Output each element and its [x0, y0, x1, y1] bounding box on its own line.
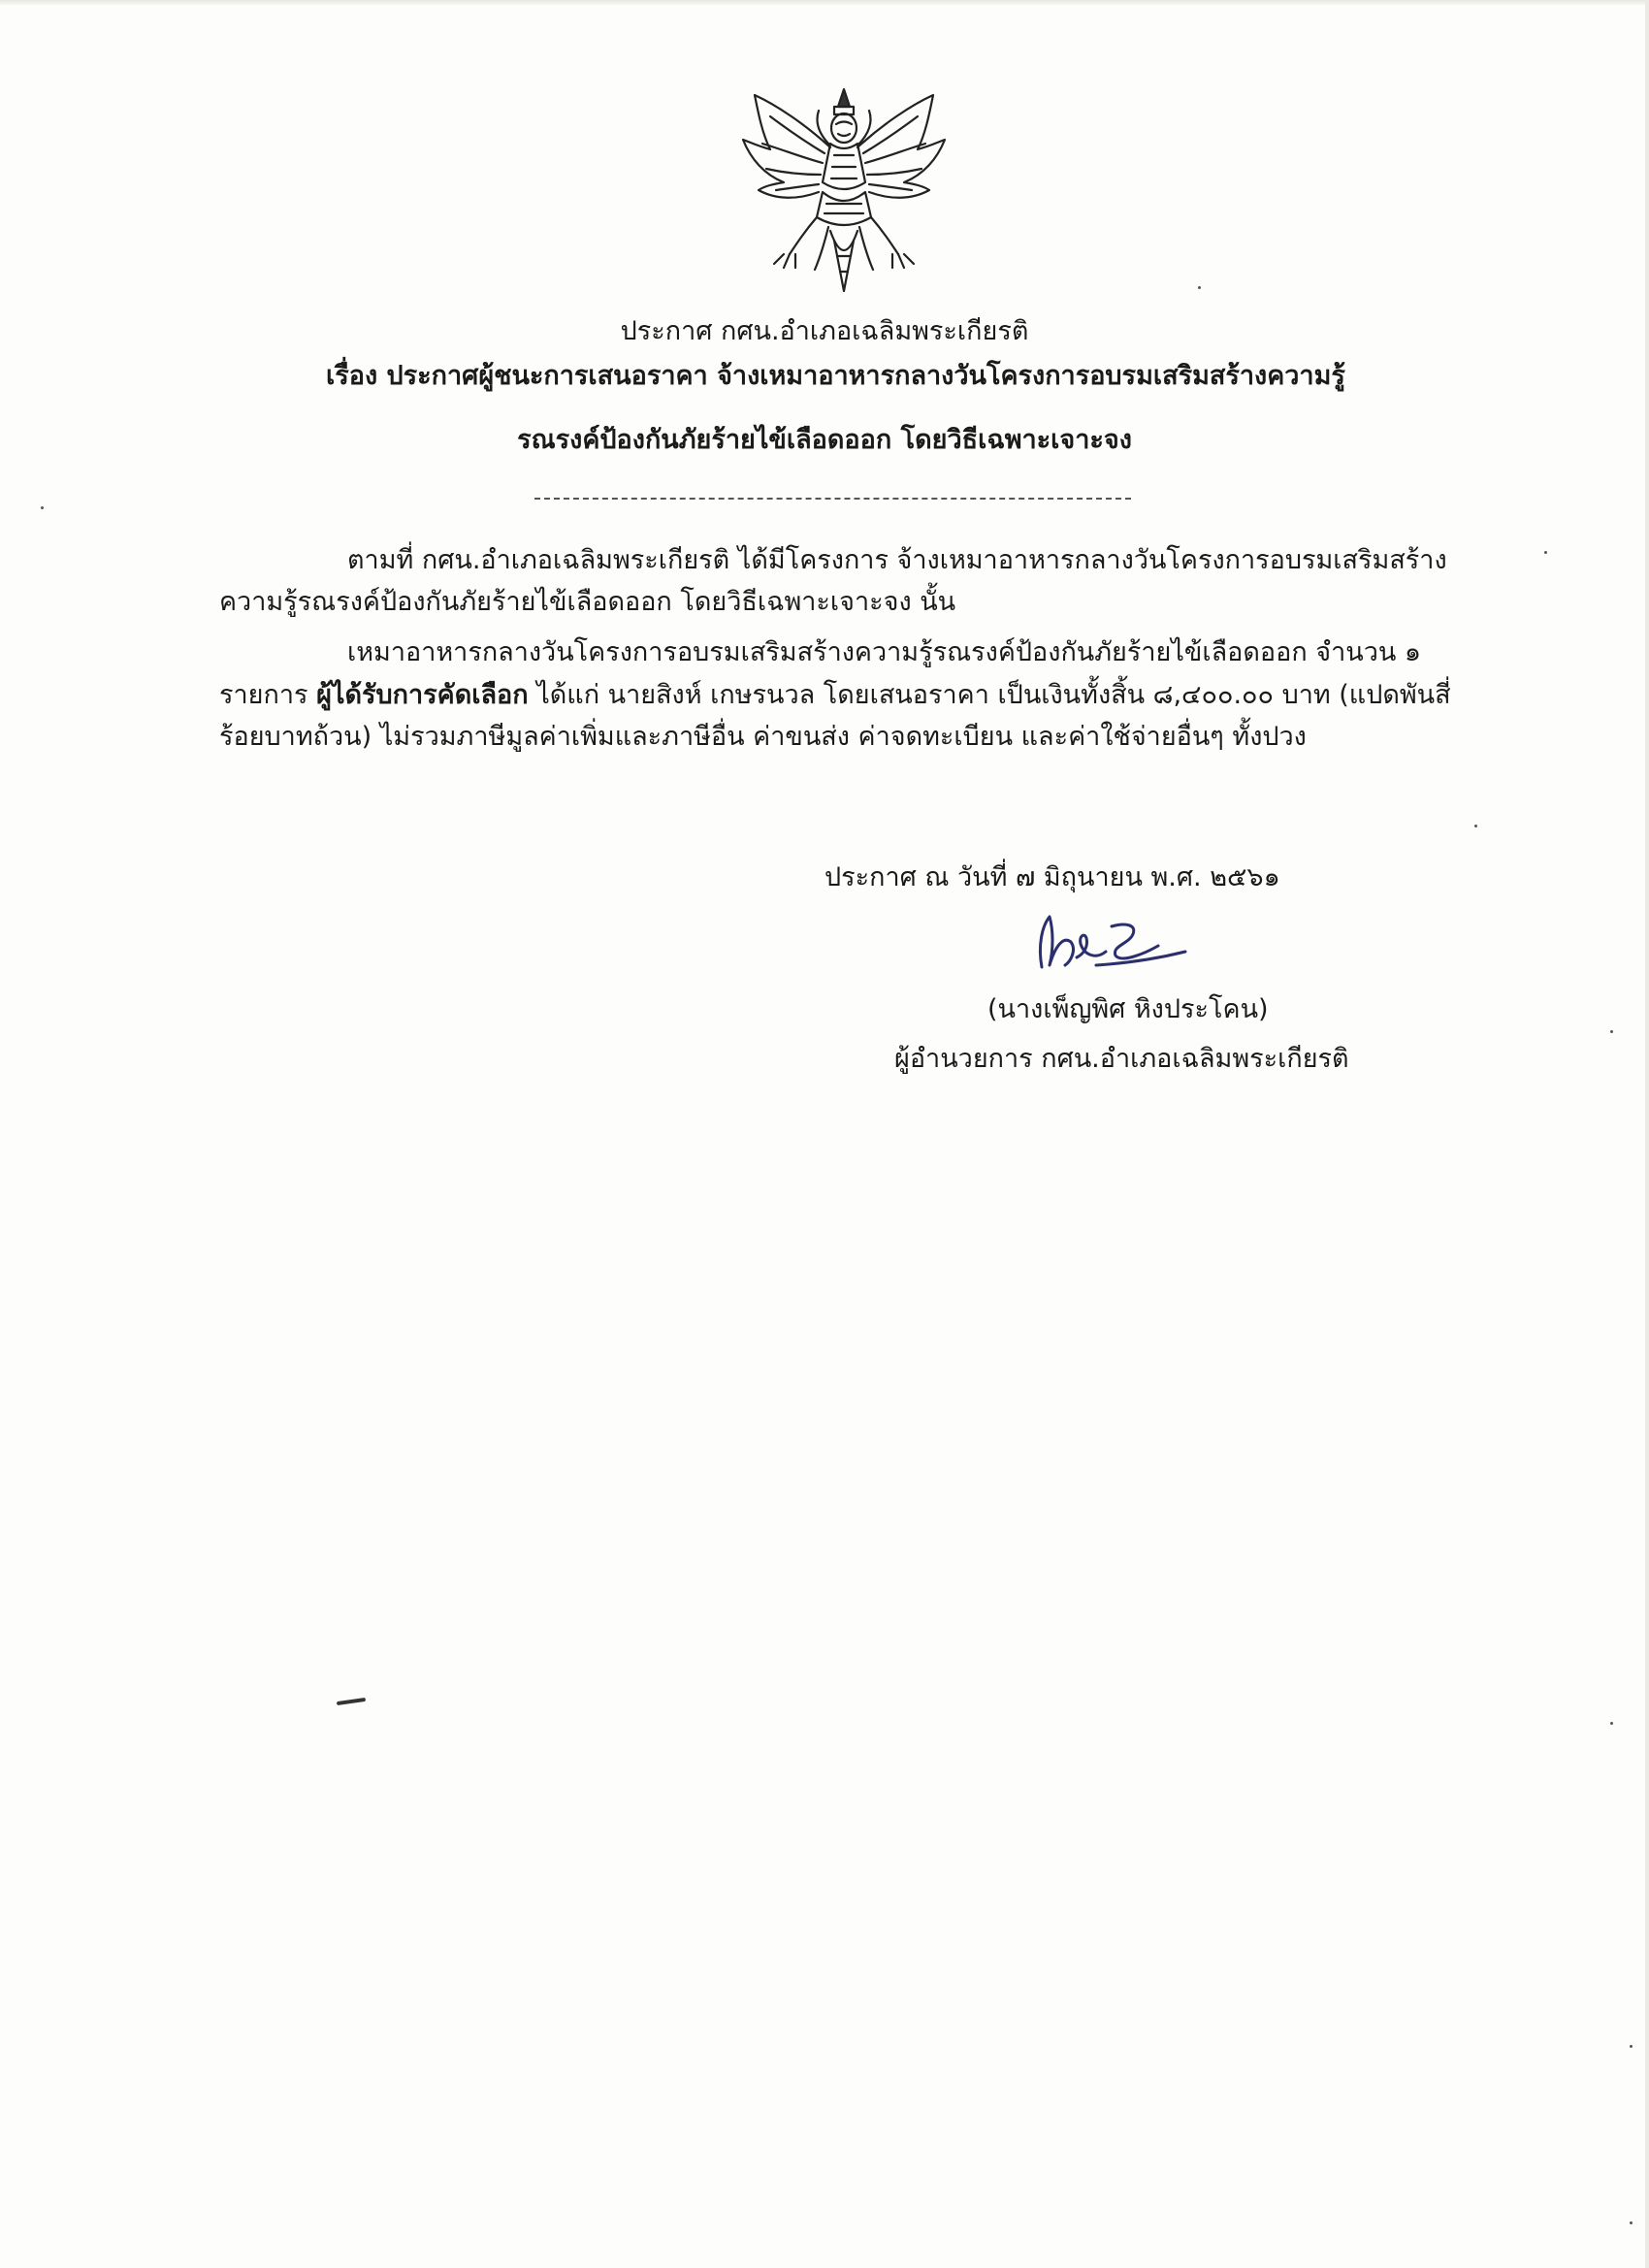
subject-line-2: รณรงค์ป้องกันภัยร้ายไข้เลือดออก โดยวิธีเฉพาะเจาะจง [517, 425, 1132, 455]
garuda-emblem-icon [737, 85, 951, 299]
subject-rest: จ้างเหมาอาหารกลางวันโครงการอบรมเสริมสร้างความรู้ [707, 361, 1345, 391]
paragraph-1-line-1: ตามที่ กศน.อำเภอเฉลิมพระเกียรติ ได้มีโครงการ จ้างเหมาอาหารกลางวันโครงการอบรมเสริมสร้าง [347, 545, 1447, 575]
scan-speck [1630, 2221, 1633, 2224]
scan-speck [1610, 1722, 1613, 1725]
paragraph-1-line-2: ความรู้รณรงค์ป้องกันภัยร้ายไข้เลือดออก โดยวิธีเฉพาะเจาะจง นั้น [219, 587, 956, 617]
paragraph-2-line-2 [219, 676, 1451, 715]
selected-party-label: ผู้ได้รับการคัดเลือก [316, 680, 529, 710]
page-edge [0, 0, 1649, 6]
scan-artifact [337, 1698, 366, 1705]
scan-speck [1544, 551, 1547, 554]
paragraph-2-line-1: เหมาอาหารกลางวันโครงการอบรมเสริมสร้างความรู้รณรงค์ป้องกันภัยร้ายไข้เลือดออก จำนวน ๑ [347, 637, 1422, 667]
scan-speck [41, 506, 44, 509]
scan-speck [1198, 286, 1201, 289]
announcement-title: ประกาศ กศน.อำเภอเฉลิมพระเกียรติ [620, 316, 1029, 346]
subject-line-1 [326, 357, 1345, 396]
paragraph-2-text-b: ได้แก่ นายสิงห์ เกษรนวล โดยเสนอราคา เป็นเงินทั้งสิ้น ๘,๔๐๐.๐๐ บาท (แปดพันสี่ [528, 680, 1451, 710]
signer-name: (นางเพ็ญพิศ หิงประโคน) [987, 994, 1269, 1024]
dashed-divider [534, 498, 1131, 500]
scan-speck [1610, 1030, 1613, 1033]
scan-speck [1474, 825, 1477, 827]
paragraph-2-text-a: รายการ [219, 680, 317, 710]
announcement-date: ประกาศ ณ วันที่ ๗ มิถุนายน พ.ศ. ๒๕๖๑ [824, 862, 1280, 892]
signer-title: ผู้อำนวยการ กศน.อำเภอเฉลิมพระเกียรติ [894, 1044, 1349, 1074]
scan-speck [1630, 2045, 1633, 2048]
paragraph-2-line-3: ร้อยบาทถ้วน) ไม่รวมภาษีมูลค่าเพิ่มและภาษีอื่น ค่าขนส่ง ค่าจดทะเบียน และค่าใช้จ่ายอื่นๆ ทั้งปวง [219, 722, 1307, 752]
subject-prefix: เรื่อง ประกาศผู้ชนะการเสนอราคา [326, 361, 708, 391]
handwritten-signature [1028, 907, 1203, 985]
